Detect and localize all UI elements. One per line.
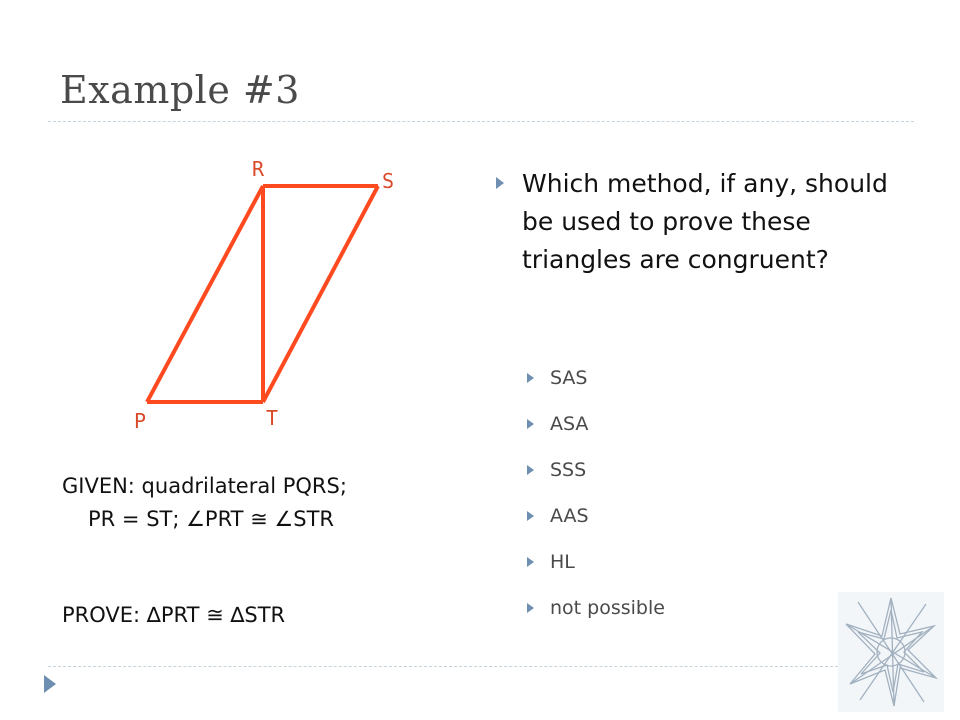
- vertex-label-t: T: [266, 406, 279, 430]
- triangle-bullet-icon: [527, 373, 534, 383]
- option-label: SAS: [550, 367, 588, 389]
- segment-st: [263, 186, 378, 402]
- triangle-bullet-icon: [527, 465, 534, 475]
- option-label: SSS: [550, 459, 587, 481]
- footer-divider: [48, 666, 838, 667]
- prove-statement: PROVE: ∆PRT ≅ ∆STR: [62, 603, 286, 627]
- title-divider: [48, 121, 914, 122]
- triangle-bullet-icon: [527, 511, 534, 521]
- triangle-bullet-icon: [527, 419, 534, 429]
- option-item: [527, 447, 665, 493]
- option-item: [527, 585, 665, 631]
- option-item: [527, 493, 665, 539]
- next-slide-arrow-icon[interactable]: [44, 675, 56, 693]
- answer-options: [527, 355, 665, 631]
- option-label: ASA: [550, 413, 589, 435]
- option-label: not possible: [550, 597, 665, 619]
- option-item: [527, 539, 665, 585]
- slide-title: Example #3: [60, 68, 300, 112]
- given-line-1: GIVEN: quadrilateral PQRS;: [62, 474, 347, 498]
- vertex-label-p: P: [134, 409, 147, 433]
- question-text: Which method, if any, should be used to prove these triangles are congruent?: [522, 169, 888, 274]
- option-item: [527, 401, 665, 447]
- parallelogram-diagram: [120, 150, 410, 440]
- triangle-bullet-icon: [527, 603, 534, 613]
- vertex-label-s: S: [382, 169, 395, 193]
- option-item: [527, 355, 665, 401]
- given-line-2: PR = ST; ∠PRT ≅ ∠STR: [88, 507, 335, 531]
- option-label: AAS: [550, 505, 589, 527]
- option-label: HL: [550, 551, 575, 573]
- star-decoration-icon: [838, 592, 944, 712]
- triangle-bullet-icon: [496, 177, 504, 189]
- segment-pr: [147, 186, 263, 402]
- triangle-bullet-icon: [527, 557, 534, 567]
- given-statement: [62, 470, 482, 536]
- vertex-label-r: R: [252, 157, 265, 181]
- question: [496, 165, 896, 279]
